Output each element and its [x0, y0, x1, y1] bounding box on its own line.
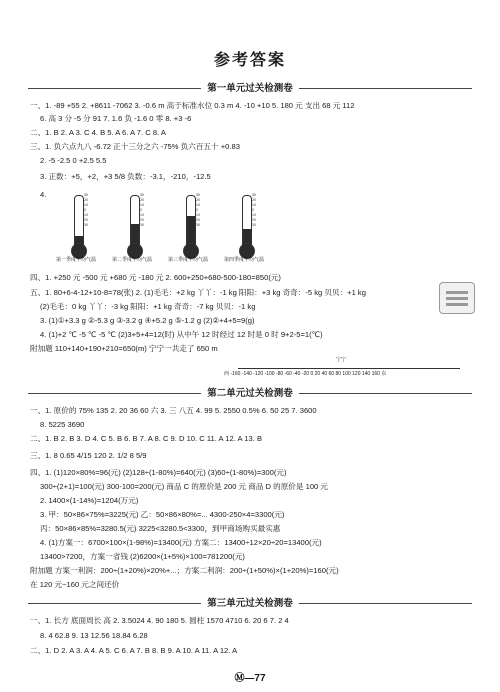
thermometer-label: 第二季度平均气温: [112, 257, 153, 263]
answer-line: 4.: [40, 190, 47, 199]
answer-line: 一、1. -89 +55 2. +8611 -7062 3. -0.6 m 高于标准水位 0.3 m 4. -10 +10 5. 180 元 支出 68 元 112: [30, 101, 355, 110]
answer-line: 在 120 元~160 元之间还价: [30, 580, 120, 589]
answer-line: 二、1. B 2. B 3. D 4. C 5. B 6. B 7. A 8. C 9. D 10. C 11. A 12. A 13. B: [30, 434, 263, 443]
unit2-heading: 第二单元过关检测卷: [201, 388, 299, 399]
thermometer: 30 20 10 0 10 20 30 第一季度平均气温: [56, 193, 106, 269]
page-title: 参考答案: [213, 52, 286, 69]
answer-line: 丙：50×86×85%=3280.5(元) 3225<3280.5<3300，到甲商场购买最实惠: [40, 524, 281, 533]
thermometer-label: 第三季度平均气温: [168, 257, 209, 263]
answer-line: 三、1. 负六点九八 -6.72 正十三分之六 -75% 负六百五十 +0.83: [30, 142, 240, 151]
answer-line: 二、1. B 2. A 3. C 4. B 5. A 6. A 7. C 8. A: [30, 128, 166, 137]
answer-line: 3. 甲：50×86×75%=3225(元) 乙：50×86×80%=... 4300-250×4=3300(元): [40, 510, 285, 519]
thermometer: 30 20 10 0 10 20 30 第三季度平均气温: [168, 193, 218, 269]
answer-line: 四、1. +250 元 -500 元 +680 元 -180 元 2. 600+250+680-500-180=850(元): [30, 273, 281, 282]
thermometer-figure: [56, 193, 286, 269]
answer-line: 300÷(2+1)=100(元) 300-100=200(元) 商品 C 的原价是 200 元 商品 D 的原价是 100 元: [40, 482, 328, 491]
answer-line: 13400>7200，方案一省钱 (2)6200×(1+5%)×100=781200(元): [40, 552, 245, 561]
thermometer-label: 第四季度平均气温: [224, 257, 265, 263]
answer-line: 4. (1)+2 ℃ -5 ℃ -5 ℃ (2)3+5+4=12(时) 从中午 12 时经过 12 时是 0 时 9+2-5=1(℃): [40, 330, 323, 339]
answer-line: 6. 高 3 分 -5 分 91 7. 1.6 负 -1.6 0 零 8. +3 -6: [40, 114, 192, 123]
answer-line: 五、1. 80+6-4-12+10-8=78(张) 2. (1)毛毛：+2 kg 丫丫：-1 kg 阳阳：+3 kg 奇奇：-5 kg 贝贝：+1 kg: [30, 288, 366, 297]
thermometer-level: [187, 216, 195, 246]
number-line-ticks: 西 -160 -140 -120 -100 -80 -60 -40 -20 0 20 40 60 80 100 120 140 160 东: [224, 371, 387, 377]
page-number: Ⓜ—77: [234, 673, 266, 684]
answer-line: 四、1. (1)120×80%=96(元) (2)128÷(1-80%)=640(元) (3)60÷(1-80%)=300(元): [30, 468, 287, 477]
answer-line: 8. 5225 3690: [40, 420, 85, 429]
thermometer: 30 20 10 0 10 20 30 第四季度平均气温: [224, 193, 274, 269]
answer-line: 2. -5 -2.5 0 +2.5 5.5: [40, 156, 107, 165]
answer-line: 附加题 110+140+190+210=650(m) 宁宁一共走了 650 m: [30, 344, 218, 353]
number-line: [224, 356, 474, 380]
thermometer-label: 第一季度平均气温: [56, 257, 97, 263]
unit3-heading: 第三单元过关检测卷: [201, 598, 299, 609]
answer-line: 3. (1)①+3.3 g ②-5.3 g ③-3.2 g ④+5.2 g ⑤-1.2 g (2)②+4+5=9(g): [40, 316, 255, 325]
answer-line: 一、1. 长方 底面周长 高 2. 3.5024 4. 90 180 5. 圆柱 1570 4710 6. 20 6 7. 2 4: [30, 616, 289, 625]
answer-line: 3. 正数：+5，+2，+3 5/8 负数：-3.1，-210，-12.5: [40, 172, 211, 181]
unit1-heading: 第一单元过关检测卷: [201, 83, 299, 94]
answer-line: 一、1. 原价的 75% 135 2. 20 36 60 六 3. 三 八五 4. 99 5. 2550 0.5% 6. 50 25 7. 3600: [30, 406, 317, 415]
answer-line: 4. (1)方案一：6700×100×(1-98%)=13400(元) 方案二：13400÷12×20÷20=13400(元): [40, 538, 322, 547]
answer-line: 附加题 方案一利润：200÷(1+20%)×20%+...；方案二利润：200÷(1+50%)×(1+20%)=160(元): [30, 566, 339, 575]
answer-line: 2. 1400×(1-14%)=1204(万元): [40, 496, 139, 505]
answer-line: 三、1. 8 0.65 4/15 120 2. 1/2 8 5/9: [30, 451, 147, 460]
answer-line: 8. 4 62.8 9. 13 12.56 18.84 6.28: [40, 631, 148, 640]
number-line-label: 宁宁: [336, 357, 347, 363]
thermometer: 30 20 10 0 10 20 30 第二季度平均气温: [112, 193, 162, 269]
answer-line: 二、1. D 2. A 3. A 4. A 5. C 6. A 7. B 8. B 9. A 10. A 11. A 12. A: [30, 646, 238, 655]
answer-line: (2)毛毛：0 kg 丫丫：-3 kg 阳阳：+1 kg 奇奇：-7 kg 贝贝：-1 kg: [40, 302, 256, 311]
